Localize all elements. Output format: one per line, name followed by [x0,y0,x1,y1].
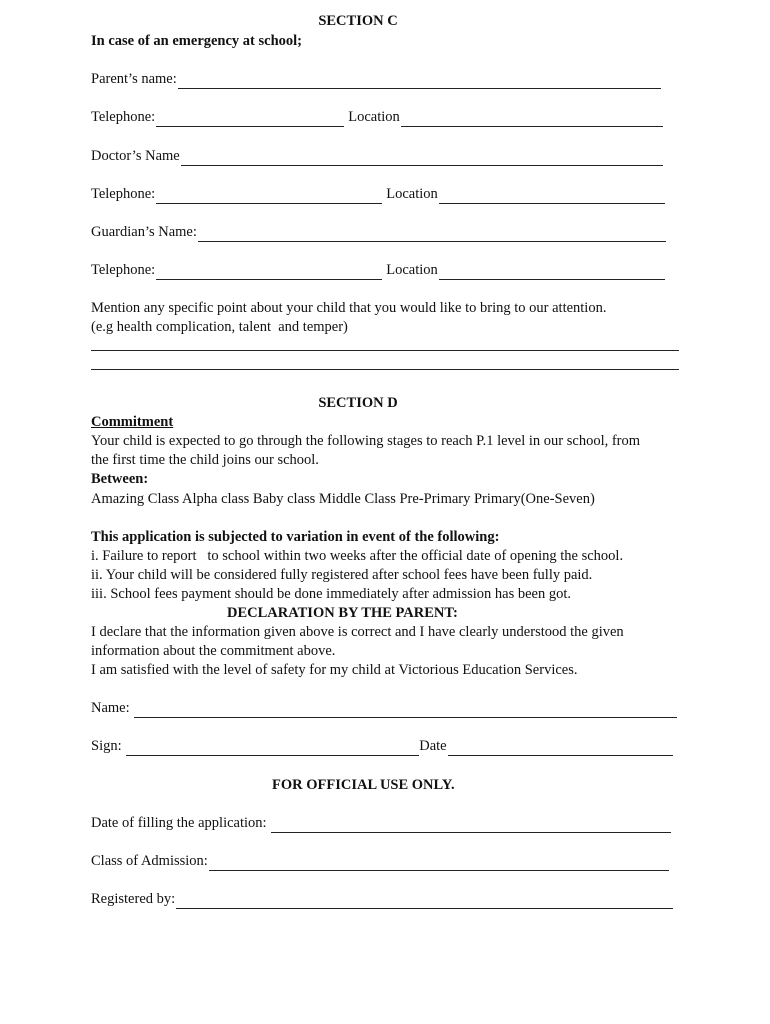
parent-telephone-label: Telephone: [91,109,156,125]
specific-point-answer-line-2[interactable] [91,369,679,370]
declaration-line-1: I declare that the information given above is correct and I have clearly understood the given [91,624,624,640]
variation-title: This application is subjected to variation in event of the following: [91,529,500,545]
parents-name-label: Parent’s name: [91,71,177,87]
parent-location-input-line[interactable] [401,112,663,127]
declaration-heading: DECLARATION BY THE PARENT: [227,605,458,621]
class-admission-field[interactable] [91,852,669,871]
specific-point-prompt: Mention any specific point about your child that you would like to bring to our attention. [91,300,607,316]
variation-item-1: i. Failure to report to school within two weeks after the official date of opening the school. [91,548,624,564]
doctor-location-input-line[interactable] [439,189,665,204]
doctors-name-field[interactable] [91,147,663,166]
declaration-line-3: I am satisfied with the level of safety for my child at Victorious Education Services. [91,662,578,678]
registered-by-input-line[interactable] [176,894,673,909]
guardian-telephone-label: Telephone: [91,262,156,278]
doctor-telephone-input-line[interactable] [156,189,382,204]
official-use-heading: FOR OFFICIAL USE ONLY. [272,777,455,793]
doctor-location-label: Location [386,186,438,202]
parents-name-input-line[interactable] [178,74,661,89]
class-stages: Amazing Class Alpha class Baby class Middle Class Pre-Primary Primary(One-Seven) [91,491,595,507]
parent-telephone-input-line[interactable] [156,112,344,127]
doctors-name-input-line[interactable] [181,151,663,166]
registered-by-field[interactable] [91,890,673,909]
guardians-name-label: Guardian’s Name: [91,224,197,240]
parent-name-label: Name: [91,700,134,716]
doctors-name-label: Doctor’s Name [91,148,180,164]
sign-label: Sign: [91,738,126,754]
parent-telephone-row [91,108,663,127]
registered-by-label: Registered by: [91,891,176,907]
specific-point-answer-line-1[interactable] [91,350,679,351]
date-filling-input-line[interactable] [271,818,671,833]
parent-location-label: Location [348,109,400,125]
variation-item-3: iii. School fees payment should be done immediately after admission has been got. [91,586,572,602]
guardians-name-input-line[interactable] [198,227,666,242]
guardian-location-label: Location [386,262,438,278]
declaration-line-2: information about the commitment above. [91,643,336,659]
commitment-text-line-2: the first time the child joins our school. [91,452,319,468]
sign-input-line[interactable] [126,741,419,756]
parents-name-field[interactable] [91,70,661,89]
section-c-heading: SECTION C [318,13,398,29]
emergency-intro: In case of an emergency at school; [91,33,303,49]
commitment-title: Commitment [91,414,174,430]
doctor-telephone-label: Telephone: [91,186,156,202]
parent-name-input-line[interactable] [134,703,677,718]
class-admission-input-line[interactable] [209,856,669,871]
specific-point-example: (e.g health complication, talent and temper) [91,319,348,335]
doctor-telephone-row [91,185,665,204]
date-filling-label: Date of filling the application: [91,815,271,831]
guardians-name-field[interactable] [91,223,666,242]
guardian-location-input-line[interactable] [439,265,665,280]
class-admission-label: Class of Admission: [91,853,208,869]
date-input-line[interactable] [448,741,673,756]
section-d-heading: SECTION D [318,395,398,411]
between-label: Between: [91,471,149,487]
date-filling-field[interactable] [91,814,671,833]
sign-date-row [91,737,673,756]
date-label: Date [419,738,447,754]
guardian-telephone-input-line[interactable] [156,265,382,280]
parent-name-field[interactable] [91,699,677,718]
variation-item-2: ii. Your child will be considered fully registered after school fees have been fully paid. [91,567,593,583]
guardian-telephone-row [91,261,665,280]
commitment-text-line-1: Your child is expected to go through the following stages to reach P.1 level in our school, from [91,433,641,449]
